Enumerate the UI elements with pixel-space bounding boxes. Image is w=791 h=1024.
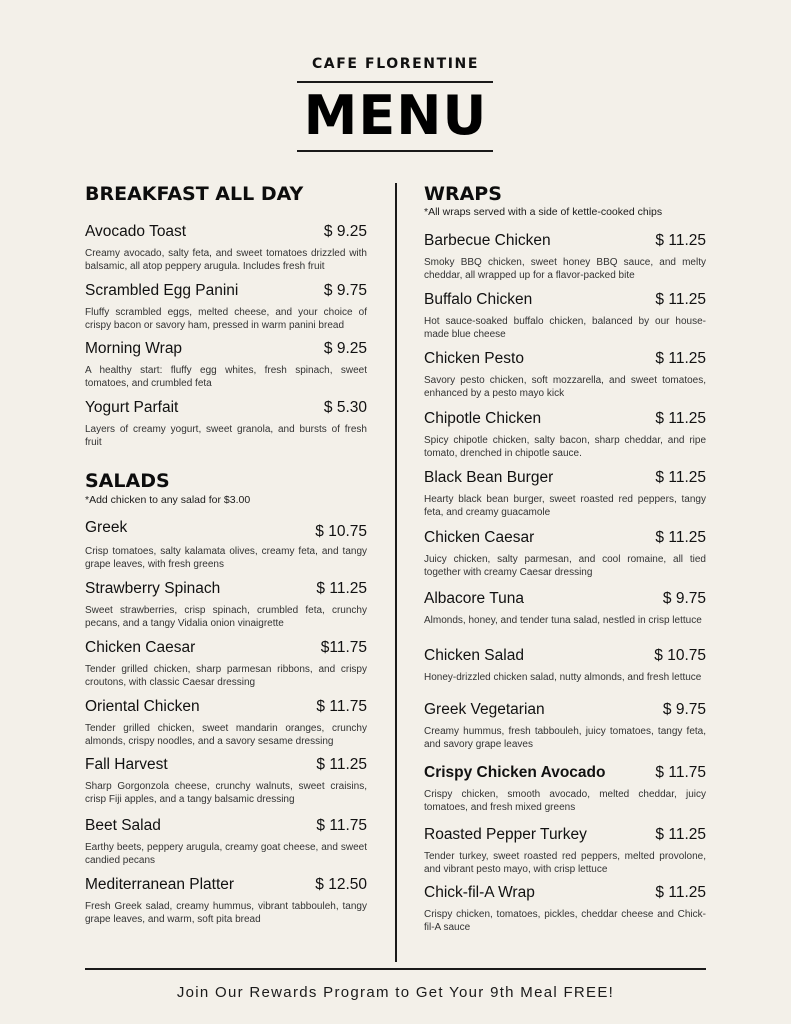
item-price: $ 11.25	[655, 469, 706, 486]
menu-item	[85, 756, 367, 806]
item-name: Oriental Chicken	[85, 698, 200, 715]
item-description: Tender turkey, sweet roasted red peppers, melted provolone, and vibrant pesto mayo, with crisp lettuce	[424, 851, 706, 875]
item-description: Juicy chicken, salty parmesan, and cool romaine, all tied together with creamy Caesar dressing	[424, 554, 706, 578]
menu-item	[424, 529, 706, 579]
menu-item	[424, 469, 706, 519]
section-note-salads: *Add chicken to any salad for $3.00	[85, 494, 251, 506]
item-description: Almonds, honey, and tender tuna salad, nestled in crisp lettuce	[424, 615, 702, 626]
menu-item	[424, 884, 706, 934]
item-price: $ 11.25	[655, 232, 706, 249]
item-description: Crispy chicken, tomatoes, pickles, cheddar cheese and Chick-fil-A sauce	[424, 909, 706, 933]
item-description: Fresh Greek salad, creamy hummus, vibrant tabbouleh, tangy grape leaves, and warm, soft pita bread	[85, 901, 367, 925]
item-name: Buffalo Chicken	[424, 291, 533, 308]
item-description: Savory pesto chicken, soft mozzarella, and sweet tomatoes, enhanced by a pesto mayo kick	[424, 375, 706, 399]
menu-item	[424, 291, 706, 341]
item-price: $ 10.75	[654, 647, 706, 664]
item-description: Creamy hummus, fresh tabbouleh, juicy tomatoes, tangy feta, and savory grape leaves	[424, 726, 706, 750]
menu-item	[85, 698, 367, 748]
section-note-wraps: *All wraps served with a side of kettle-cooked chips	[424, 206, 663, 218]
item-name: Chicken Caesar	[424, 529, 535, 546]
header-rule-bottom	[297, 150, 493, 152]
item-name: Greek	[85, 519, 128, 536]
item-price: $ 11.25	[655, 410, 706, 427]
item-price: $ 11.25	[655, 350, 706, 367]
rewards-promo-text: Join Our Rewards Program to Get Your 9th Meal FREE!	[176, 984, 615, 1001]
item-description: Sharp Gorgonzola cheese, crunchy walnuts, sweet craisins, crisp Fiji apples, and a tangy balsamic dressing	[85, 781, 367, 805]
footer-rule	[85, 968, 706, 970]
item-price: $ 9.75	[323, 282, 367, 299]
item-price: $ 11.25	[655, 529, 706, 546]
item-name: Crispy Chicken Avocado	[424, 764, 606, 781]
item-price: $ 9.25	[323, 223, 367, 240]
item-description: A healthy start: fluffy egg whites, fresh spinach, sweet tomatoes, and crumbled feta	[85, 365, 367, 389]
section-heading-wraps: WRAPS	[424, 183, 502, 205]
item-name: Mediterranean Platter	[85, 876, 235, 893]
item-name: Avocado Toast	[85, 223, 187, 240]
item-name: Chick-fil-A Wrap	[424, 884, 535, 901]
item-description: Hot sauce-soaked buffalo chicken, balanced by our house-made blue cheese	[424, 316, 706, 340]
item-price: $ 11.25	[655, 826, 706, 843]
item-price: $ 9.75	[662, 590, 706, 607]
header-rule-top	[297, 81, 493, 83]
item-description: Hearty black bean burger, sweet roasted red peppers, tangy feta, and creamy guacamole	[424, 494, 706, 518]
menu-item	[85, 223, 367, 273]
item-price: $ 12.50	[315, 876, 367, 893]
menu-item	[424, 350, 706, 400]
item-name: Black Bean Burger	[424, 469, 554, 486]
item-price: $ 11.75	[316, 817, 367, 834]
item-name: Barbecue Chicken	[424, 232, 551, 249]
menu-item	[424, 232, 706, 282]
item-name: Strawberry Spinach	[85, 580, 221, 597]
item-name: Fall Harvest	[85, 756, 168, 773]
menu-item	[85, 876, 367, 926]
item-price: $ 11.75	[316, 698, 367, 715]
cafe-brand-name: CAFE FLORENTINE	[311, 56, 480, 72]
item-price: $ 5.30	[323, 399, 367, 416]
item-description: Crispy chicken, smooth avocado, melted cheddar, juicy tomatoes, and fresh mixed greens	[424, 789, 706, 813]
item-name: Chicken Caesar	[85, 639, 196, 656]
item-description: Tender grilled chicken, sweet mandarin oranges, crunchy almonds, crispy noodles, and a savory sesame dressing	[85, 723, 367, 747]
item-description: Earthy beets, peppery arugula, creamy goat cheese, and sweet candied pecans	[85, 842, 367, 866]
item-price: $ 11.25	[316, 580, 367, 597]
menu-item	[424, 647, 706, 684]
item-description: Smoky BBQ chicken, sweet honey BBQ sauce, and melty cheddar, all wrapped up for a flavor-packed bite	[424, 257, 706, 281]
item-description: Creamy avocado, salty feta, and sweet tomatoes drizzled with balsamic, all atop peppery arugula. Includes fresh fruit	[85, 248, 367, 272]
menu-item	[424, 764, 706, 814]
item-price: $ 11.25	[316, 756, 367, 773]
item-price: $ 10.75	[315, 523, 367, 540]
item-name: Scrambled Egg Panini	[85, 282, 239, 299]
column-divider	[395, 183, 397, 962]
item-name: Chicken Salad	[424, 647, 524, 664]
item-description: Crisp tomatoes, salty kalamata olives, creamy feta, and tangy grape leaves, with fresh greens	[85, 546, 367, 570]
menu-item	[85, 817, 367, 867]
item-name: Albacore Tuna	[424, 590, 524, 607]
menu-item	[85, 519, 367, 571]
item-price: $ 9.25	[323, 340, 367, 357]
menu-item	[85, 580, 367, 630]
item-description: Spicy chipotle chicken, salty bacon, sharp cheddar, and ripe tomato, drenched in chipotle sauce.	[424, 435, 706, 459]
section-heading-salads: SALADS	[85, 470, 170, 492]
menu-item	[85, 639, 367, 689]
page-title: MENU	[303, 84, 488, 147]
menu-item	[424, 410, 706, 460]
item-price: $ 9.75	[662, 701, 706, 718]
item-name: Beet Salad	[85, 817, 161, 834]
item-name: Roasted Pepper Turkey	[424, 826, 587, 843]
item-description: Layers of creamy yogurt, sweet granola, and bursts of fresh fruit	[85, 424, 367, 448]
menu-item	[85, 399, 367, 449]
item-name: Greek Vegetarian	[424, 701, 545, 718]
item-description: Tender grilled chicken, sharp parmesan ribbons, and crispy croutons, with classic Caesar dressing	[85, 664, 367, 688]
menu-item	[85, 340, 367, 390]
item-price: $ 11.25	[655, 884, 706, 901]
item-name: Morning Wrap	[85, 340, 183, 357]
menu-item	[424, 590, 706, 627]
item-description: Sweet strawberries, crisp spinach, crumbled feta, crunchy pecans, and a tangy Vidalia onion vinaigrette	[85, 605, 367, 629]
section-heading-breakfast: BREAKFAST ALL DAY	[85, 183, 304, 205]
menu-item	[85, 282, 367, 332]
item-description: Fluffy scrambled eggs, melted cheese, and your choice of crispy bacon or savory ham, pressed in warm panini bread	[85, 307, 367, 331]
item-price: $11.75	[320, 639, 367, 656]
menu-item	[424, 701, 706, 751]
item-description: Honey-drizzled chicken salad, nutty almonds, and fresh lettuce	[424, 672, 702, 683]
item-name: Chipotle Chicken	[424, 410, 542, 427]
item-name: Yogurt Parfait	[85, 399, 179, 416]
item-price: $ 11.75	[655, 764, 706, 781]
menu-item	[424, 826, 706, 876]
item-price: $ 11.25	[655, 291, 706, 308]
item-name: Chicken Pesto	[424, 350, 524, 367]
